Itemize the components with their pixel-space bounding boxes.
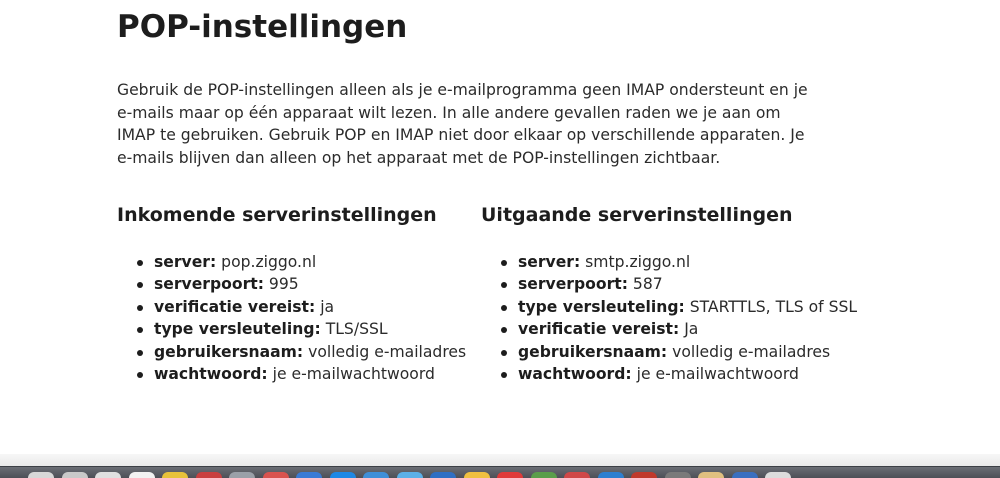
dock-app-icon[interactable] (330, 472, 356, 478)
dock-app-icon[interactable] (665, 472, 691, 478)
list-item (117, 251, 457, 273)
outgoing-settings-heading: Uitgaande serverinstellingen (481, 204, 793, 226)
setting-value: pop.ziggo.nl (216, 253, 317, 271)
setting-key: verificatie vereist: (154, 297, 316, 316)
dock-app-icon[interactable] (162, 472, 188, 478)
dock-app-icon[interactable] (196, 472, 222, 478)
setting-key: type versleuteling: (518, 297, 685, 316)
setting-value: 587 (627, 275, 663, 294)
bullet-icon (501, 282, 507, 288)
dock-app-icon[interactable] (229, 472, 255, 478)
dock-app-icon[interactable] (129, 472, 155, 478)
incoming-settings-section (117, 202, 467, 384)
bullet-icon (501, 305, 507, 311)
dock-app-icon[interactable] (531, 472, 557, 478)
dock-app-icon[interactable] (363, 472, 389, 478)
dock-app-icon[interactable] (631, 472, 657, 478)
bullet-icon (137, 305, 143, 311)
list-item (117, 341, 467, 363)
list-item (117, 273, 457, 295)
setting-value: ja (315, 297, 335, 316)
dock-app-icon[interactable] (430, 472, 456, 478)
bullet-icon (137, 372, 143, 378)
setting-key: verificatie vereist: (518, 320, 680, 339)
list-item (481, 273, 841, 295)
setting-value: volledig e-mailadres (303, 342, 467, 361)
dock-app-icon[interactable] (598, 472, 624, 478)
dock-app-icon[interactable] (28, 472, 54, 478)
bullet-icon (137, 350, 143, 356)
setting-key: wachtwoord: (518, 365, 632, 384)
setting-key: server: (518, 253, 581, 271)
list-item (481, 318, 841, 340)
setting-value: 995 (263, 275, 299, 294)
setting-key: wachtwoord: (154, 365, 268, 384)
page-bottom-edge (0, 454, 1000, 466)
setting-value: TLS/SSL (320, 320, 388, 339)
setting-key: serverpoort: (518, 275, 628, 294)
list-item (117, 296, 457, 318)
list-item (481, 251, 841, 273)
bullet-icon (137, 260, 143, 266)
dock-app-icon[interactable] (296, 472, 322, 478)
dock-app-icon[interactable] (497, 472, 523, 478)
dock-app-icon[interactable] (564, 472, 590, 478)
dock-app-icon[interactable] (464, 472, 490, 478)
intro-paragraph: Gebruik de POP-instellingen alleen als je e-mailprogramma geen IMAP ondersteunt en je e-mails maar op één apparaat wilt lezen. In alle andere gevallen raden we je aan om IMAP te gebruiken. Gebruik POP en IMAP niet door elkaar op verschillende apparaten. Je e-mails blijven dan alleen op het apparaat met de POP-instellingen zichtbaar. (117, 81, 808, 167)
dock-app-icon[interactable] (397, 472, 423, 478)
setting-key: server: (154, 253, 217, 271)
dock-app-icon[interactable] (95, 472, 121, 478)
list-item (481, 296, 858, 318)
setting-value: volledig e-mailadres (667, 342, 831, 361)
page-title: POP-instellingen (117, 9, 408, 45)
bullet-icon (137, 327, 143, 333)
list-item (117, 363, 457, 385)
bullet-icon (137, 282, 143, 288)
dock-app-icon[interactable] (732, 472, 758, 478)
dock (0, 466, 1000, 478)
dock-app-icon[interactable] (263, 472, 289, 478)
setting-value: je e-mailwachtwoord (631, 365, 799, 384)
setting-value: smtp.ziggo.nl (580, 253, 691, 271)
setting-key: type versleuteling: (154, 320, 321, 339)
list-item (481, 363, 841, 385)
list-item (117, 318, 457, 340)
setting-value: Ja (679, 320, 699, 339)
setting-value: je e-mailwachtwoord (267, 365, 435, 384)
dock-app-icon[interactable] (765, 472, 791, 478)
outgoing-settings-list (481, 251, 858, 385)
incoming-settings-list (117, 251, 467, 385)
setting-key: serverpoort: (154, 275, 264, 294)
outgoing-settings-section (481, 202, 858, 384)
setting-key: gebruikersnaam: (518, 342, 668, 361)
bullet-icon (501, 260, 507, 266)
bullet-icon (501, 350, 507, 356)
list-item (481, 341, 841, 363)
setting-key: gebruikersnaam: (154, 342, 304, 361)
bullet-icon (501, 372, 507, 378)
setting-value: STARTTLS, TLS of SSL (684, 297, 858, 316)
dock-app-icon[interactable] (62, 472, 88, 478)
bullet-icon (501, 327, 507, 333)
incoming-settings-heading: Inkomende serverinstellingen (117, 204, 437, 226)
dock-app-icon[interactable] (698, 472, 724, 478)
